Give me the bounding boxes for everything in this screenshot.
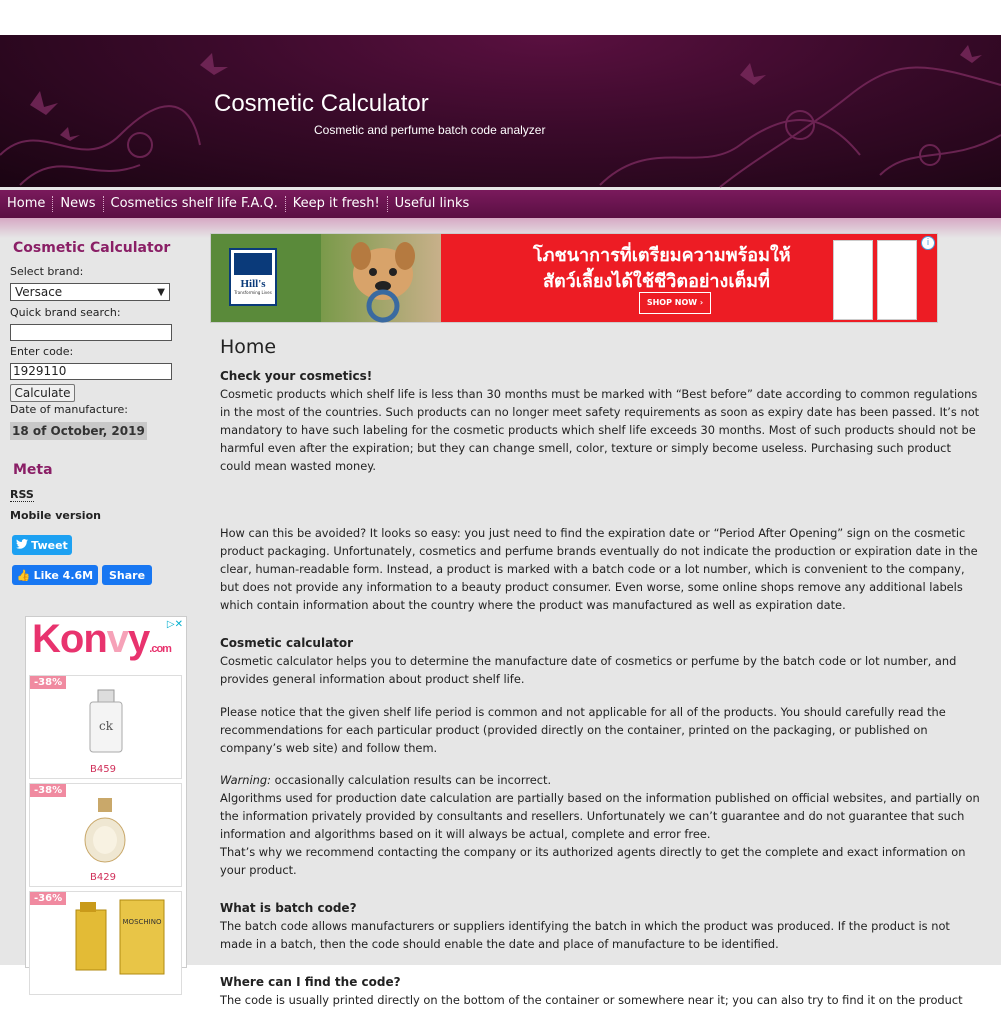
nav-item-home[interactable]: Home <box>0 196 53 212</box>
warning-line <box>220 771 982 789</box>
code-input[interactable]: 1929110 <box>10 363 172 380</box>
konvy-product-card[interactable] <box>29 783 182 887</box>
facebook-share-button[interactable]: Share <box>102 565 152 585</box>
facebook-like-button[interactable] <box>12 565 98 585</box>
paragraph: Algorithms used for production date calculation are partially based on the information published on official websites, and partially on the information privately provided by consultants and resellers. Unfortunately we can’t guarantee and do not guarantee that such information and algorithms based on it will always be actual, complete and error free. <box>220 791 980 841</box>
product-price: B429 <box>90 872 116 883</box>
paragraph: The code is usually printed directly on the bottom of the container or somewhere near it; you can also try to find it on the product <box>220 993 963 1007</box>
rss-link[interactable]: RSS <box>10 488 34 501</box>
mobile-version-link[interactable]: Mobile version <box>10 509 101 522</box>
paragraph: How can this be avoided? It looks so easy: you just need to find the expiration date or “Period After Opening” sign on the cosmetic product packaging. Unfortunately, cosmetics and perfume brands eventually do not indicate the production or expiration date in the clear, human-readable form. Instead, a product is marked with a batch code or a lot number, which is convenient to the company, but does not provide any information to a beauty product consumer. Even worse, some online shops remove any additional labels which contain information about the country where the product was manufactured as well as expiration date. <box>220 526 978 612</box>
site-title[interactable]: Cosmetic Calculator <box>214 90 429 117</box>
content-section-3 <box>220 899 982 953</box>
ad-headline-1: โภชนาการที่เตรียมความพร้อมให้ <box>533 245 791 266</box>
perfume-bottle-icon <box>66 898 176 978</box>
main-nav <box>0 190 1001 218</box>
content-paragraph <box>220 524 982 614</box>
nav-item-news[interactable]: News <box>53 196 103 212</box>
quick-search-label: Quick brand search: <box>10 306 121 319</box>
paragraph: Please notice that the given shelf life period is common and not applicable for all of the products. You should carefully read the recommendations for each particular product (provided directly on the container, printed on the packaging, or published on company’s web site) and follow them. <box>220 705 946 755</box>
content-section-2 <box>220 634 982 688</box>
like-label: Like 4.6M <box>33 568 94 582</box>
ad-dog-photo <box>321 234 441 322</box>
konvy-product-card[interactable] <box>29 891 182 995</box>
dom-result: 18 of October, 2019 <box>12 424 145 438</box>
tweet-button[interactable] <box>12 535 72 555</box>
discount-badge: -38% <box>30 676 66 689</box>
section-title: Where can I find the code? <box>220 975 401 989</box>
warning-text: occasionally calculation results can be incorrect. <box>270 773 552 787</box>
ad-info-icon[interactable]: i <box>921 236 935 250</box>
chevron-down-icon: ▼ <box>157 286 165 298</box>
konvy-logo: Konvy.com <box>32 617 171 661</box>
paragraph: Cosmetic products which shelf life is less than 30 months must be marked with “Best before” date according to common regulations in the most of the countries. Such products can no longer meet safety requirements as soon as expiry date has been passed. It’s not mandatory to have such labeling for the cosmetic products which shelf life exceeds 30 months. Most of such products should not be harmful even after the expiration; but they can change smell, color, texture or simply become useless. Purchasing such product could mean wasted money. <box>220 387 980 473</box>
brand-select[interactable] <box>10 283 170 301</box>
floral-decoration <box>0 35 1001 187</box>
brand-search-input[interactable] <box>10 324 172 341</box>
calculate-button[interactable]: Calculate <box>10 384 75 402</box>
section-title: What is batch code? <box>220 901 357 915</box>
discount-badge: -36% <box>30 892 66 905</box>
page-title: Home <box>220 336 277 358</box>
paragraph: That’s why we recommend contacting the company or its authorized agents directly to get the complete and exact information on your product. <box>220 845 966 877</box>
thumbs-up-icon: 👍 <box>16 568 31 582</box>
meta-heading: Meta <box>13 462 53 478</box>
site-tagline: Cosmetic and perfume batch code analyzer <box>314 123 546 137</box>
paragraph: The batch code allows manufacturers or suppliers identifying the batch in which the product was produced. If the product is not made in a batch, then the code should enable the date and place of manufacture to be identified. <box>220 919 950 951</box>
ad-banner[interactable] <box>210 233 938 323</box>
svg-text:MOSCHINO: MOSCHINO <box>122 918 162 926</box>
enter-code-label: Enter code: <box>10 345 74 358</box>
konvy-ad[interactable] <box>25 616 187 968</box>
tweet-label: Tweet <box>31 538 68 552</box>
nav-item-keep-fresh[interactable]: Keep it fresh! <box>286 196 388 212</box>
calculator-heading: Cosmetic Calculator <box>13 240 171 256</box>
konvy-product-card[interactable] <box>29 675 182 779</box>
ad-headline-2: สัตว์เลี้ยงได้ใช้ชีวิตอย่างเต็มที่ <box>543 271 770 292</box>
section-title: Check your cosmetics! <box>220 369 373 383</box>
content-paragraph <box>220 703 982 757</box>
ad-choices-icon[interactable]: ▷✕ <box>166 619 183 630</box>
brand-select-value: Versace <box>15 285 63 299</box>
content-warning <box>220 771 982 879</box>
page <box>0 35 1001 1007</box>
content-section-1 <box>220 367 982 475</box>
nav-item-useful-links[interactable]: Useful links <box>394 196 470 211</box>
hills-logo: Hill's Transforming Lives <box>229 248 277 306</box>
ad-product-packs <box>827 238 917 320</box>
warning-label: Warning: <box>220 773 271 787</box>
content-section-4 <box>220 973 982 1009</box>
discount-badge: -38% <box>30 784 66 797</box>
dom-label: Date of manufacture: <box>10 403 128 416</box>
paragraph: Cosmetic calculator helps you to determine the manufacture date of cosmetics or perfume by the batch code or lot number, and provides general information about product shelf life. <box>220 654 957 686</box>
select-brand-label: Select brand: <box>10 265 84 278</box>
section-title: Cosmetic calculator <box>220 636 354 650</box>
twitter-bird-icon <box>16 539 28 552</box>
ad-shop-now-button[interactable]: SHOP NOW › <box>639 292 711 314</box>
site-header <box>0 35 1001 187</box>
svg-text:ck: ck <box>99 719 113 733</box>
dog-icon <box>321 234 441 322</box>
perfume-bottle-icon <box>86 688 126 758</box>
perfume-bottle-icon <box>80 796 130 866</box>
product-price: B459 <box>90 764 116 775</box>
nav-item-faq[interactable]: Cosmetics shelf life F.A.Q. <box>104 196 286 212</box>
